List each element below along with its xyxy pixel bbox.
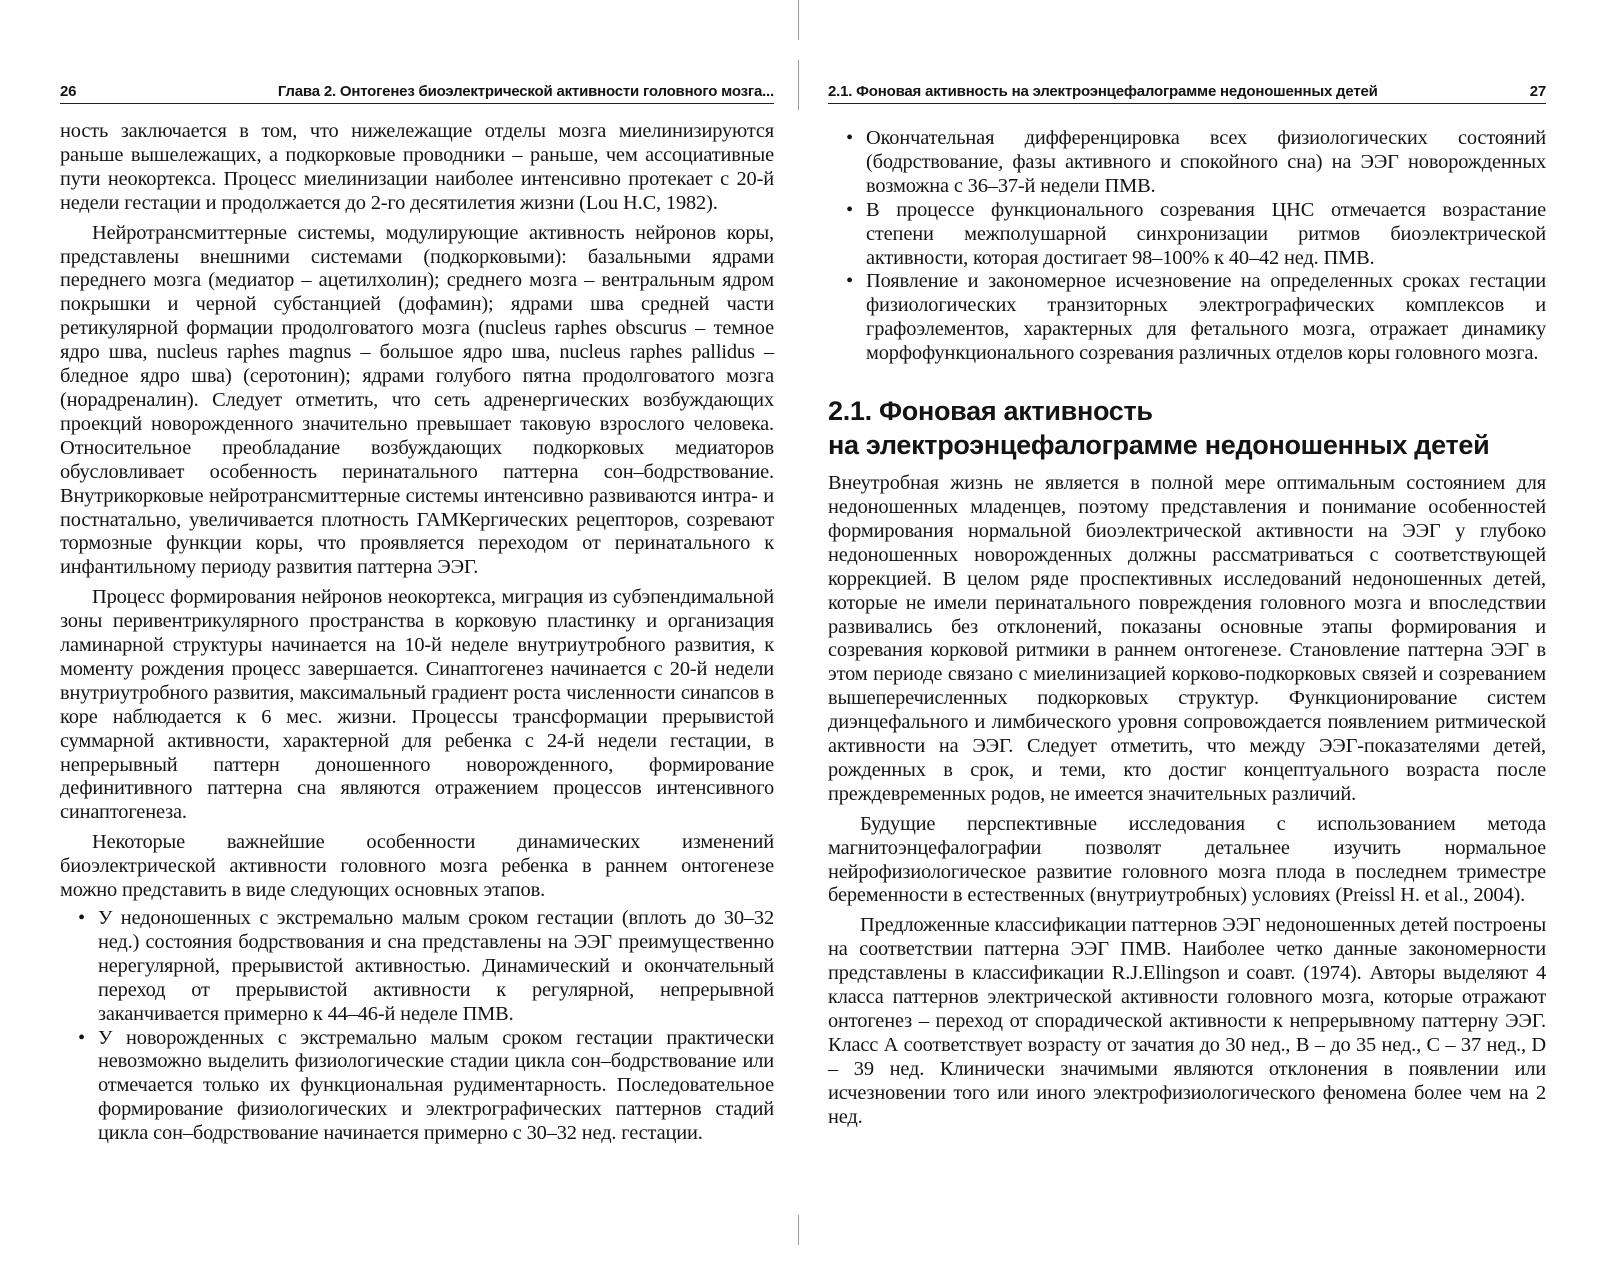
left-bullet-list <box>60 907 774 1146</box>
right-page <box>800 0 1601 1265</box>
right-running-head-title: 2.1. Фоновая активность на электроэнцефалограмме недоношенных детей <box>828 83 1378 100</box>
section-heading-line-1: 2.1. Фоновая активность <box>828 396 1153 427</box>
left-bullet-item-1: • У недоношенных с экстремально малым сроком гестации (вплоть до 30–32 нед.) состояния бодрствования и сна представлены на ЭЭГ преимущественно нерегулярной, прерывистой активностью. Динамический и окончательный переход от прерывистой активности к регулярной, непрерывной заканчивается примерно к 44–46-й неделе ПМВ. <box>60 907 774 1027</box>
right-bullet-item-2: • В процессе функционального созревания ЦНС отмечается возрастание степени межполушарной синхронизации ритмов биоэлектрической активности, которая достигает 98–100% к 40–42 нед. ПМВ. <box>828 199 1546 271</box>
left-paragraph-3: Процесс формирования нейронов неокортекса, миграция из субэпендимальной зоны перивентрикулярного пространства в корковую пластинку и организация ламинарной структуры начинается на 10-й неделе внутриутробного развития, к моменту рождения процесс завершается. Синаптогенез начинается с 20-й недели внутриутробного развития, максимальный градиент роста численности синапсов в коре наблюдается к 6 мес. жизни. Процессы трансформации прерывистой суммарной активности, характерной для ребенка с 24-й недели гестации, в непрерывный паттерн доношенного новорожденного, формирование дефинитивного паттерна сна являются отражением процессов интенсивного синаптогенеза. <box>60 586 774 824</box>
left-page-number: 26 <box>60 83 77 100</box>
left-running-head <box>60 78 774 104</box>
left-running-head-title: Глава 2. Онтогенез биоэлектрической активности головного мозга... <box>277 83 774 100</box>
right-running-head <box>828 78 1546 104</box>
right-bullet-item-1: • Окончательная дифференцировка всех физиологических состояний (бодрствование, фазы активного и спокойного сна) на ЭЭГ новорожденных возможна с 36–37-й недели ПМВ. <box>828 127 1546 199</box>
left-paragraph-4: Некоторые важнейшие особенности динамических изменений биоэлектрической активности головного мозга ребенка в раннем онтогенезе можно представить в виде следующих основных этапов. <box>60 831 774 902</box>
right-paragraph-3: Предложенные классификации паттернов ЭЭГ недоношенных детей построены на соответствии паттерна ЭЭГ ПМВ. Наиболее четко данные закономерности представлены в классификации R.J.Ellingson и соавт. (1974). Авторы выделяют 4 класса паттернов электрической активности головного мозга, которые отражают онтогенез – переход от спорадической активности к непрерывному паттерну ЭЭГ. Класс А соответствует возрасту от зачатия до 30 нед., В – до 35 нед., С – 37 нед., D – 39 нед. Клинически значимыми являются отклонения в появлении или исчезновении того или иного электрофизиологического феномена более чем на 2 нед. <box>828 914 1546 1128</box>
right-paragraph-1: Внеутробная жизнь не является в полной мере оптимальным состоянием для недоношенных младенцев, поэтому представления и понимание особенностей формирования нормальной биоэлектрической активности на ЭЭГ у глубоко недоношенных новорожденных должны рассматриваться с соответствующей коррекцией. В целом ряде проспективных исследований недоношенных детей, которые не имели перинатального повреждения головного мозга и впоследствии развивались без отклонений, показаны основные этапы формирования и созревания корковой ритмики в раннем онтогенезе. Становление паттерна ЭЭГ в этом периоде связано с миелинизацией корково-подкорковых связей и созреванием вышеперечисленных подкорковых структур. Функционирование систем диэнцефального и лимбического уровня сопровождается появлением ритмической активности на ЭЭГ. Следует отметить, что между ЭЭГ-показателями детей, рожденных в срок, и теми, кто достиг концептуального возраста после преждевременных родов, не имеется значительных различий. <box>828 472 1546 805</box>
left-paragraph-1: ность заключается в том, что нижележащие отделы мозга миелинизируются раньше вышележащих, а подкорковые проводники – раньше, чем ассоциативные пути неокортекса. Процесс миелинизации наиболее интенсивно протекает с 20-й недели гестации и продолжается до 2-го десятилетия жизни (Lou H.C, 1982). <box>60 120 774 214</box>
left-body-text <box>60 120 774 1146</box>
section-heading-line-2: на электроэнцефалограмме недоношенных детей <box>828 430 1490 461</box>
section-heading <box>828 394 1546 462</box>
left-bullet-item-2: • У новорожденных с экстремально малым сроком гестации практически невозможно выделить физиологические стадии цикла сон–бодрствование или отмечается только их функциональная рудиментарность. Последовательное формирование физиологических и электрографических паттернов стадий цикла сон–бодрствование начинается примерно с 30–32 нед. гестации. <box>60 1027 774 1147</box>
left-paragraph-2: Нейротрансмиттерные системы, модулирующие активность нейронов коры, представлены внешними системами (подкорковыми): базальными ядрами переднего мозга (медиатор – ацетилхолин); среднего мозга – вентральным ядром покрышки и черной субстанцией (дофамин); ядрами шва средней части ретикулярной формации продолговатого мозга (nucleus raphes obscurus – темное ядро шва, nucleus raphes magnus – большое ядро шва, nucleus raphes pallidus – бледное ядро шва) (серотонин); ядрами голубого пятна продолговатого мозга (норадреналин). Следует отметить, что сеть адренергических возбуждающих проекций новорожденного значительно превышает таковую взрослого человека. Относительное преобладание возбуждающих подкорковых медиаторов обусловливает особенность перинатального паттерна сон–бодрствование. Внутрикорковые нейротрансмиттерные системы интенсивно развиваются интра- и постнатально, увеличивается плотность ГАМКергических рецепторов, созревают тормозные функции коры, что проявляется переходом от перинатального к инфантильному периоду развития паттерна ЭЭГ. <box>60 221 774 579</box>
right-paragraph-2: Будущие перспективные исследования с использованием метода магнитоэнцефалографии позволят детальнее изучить нормальное нейрофизиологическое развитие головного мозга плода в последнем триместре беременности в естественных (внутриутробных) условиях (Preissl H. et al., 2004). <box>828 812 1546 907</box>
right-body-text <box>828 127 1546 1130</box>
right-page-number: 27 <box>1529 83 1546 100</box>
right-bullet-item-3: • Появление и закономерное исчезновение на определенных сроках гестации физиологических транзиторных электрографических комплексов и графоэлементов, характерных для фетального мозга, отражает динамику морфофункционального созревания различных отделов коры головного мозга. <box>828 270 1546 366</box>
right-bullet-list <box>828 127 1546 366</box>
left-page <box>0 0 800 1265</box>
